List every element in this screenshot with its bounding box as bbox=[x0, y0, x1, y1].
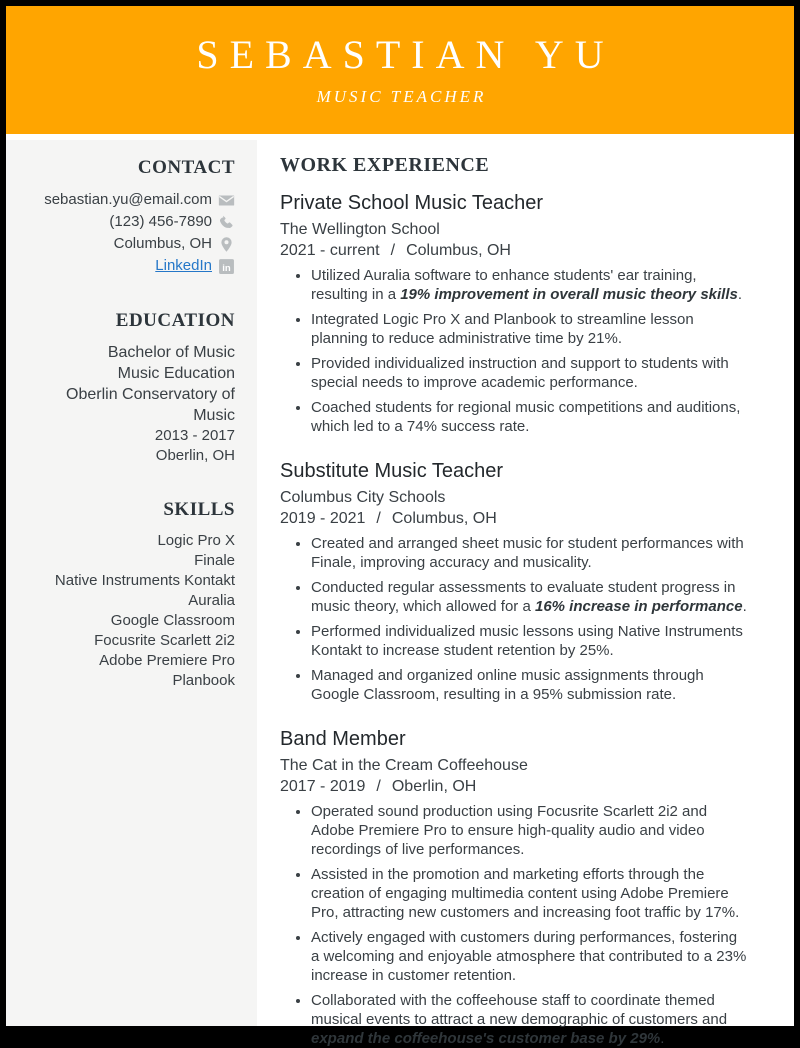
content-columns bbox=[6, 140, 794, 1047]
bullet-item: • Operated sound production using Focusrite Scarlett 2i2 and Adobe Premiere Pro to ensure high-quality audio and video recordings of live performances. bbox=[311, 802, 748, 859]
job-dates: 2019 - 2021 bbox=[280, 510, 366, 527]
contact-item bbox=[20, 189, 235, 211]
date-separator: / bbox=[376, 778, 381, 795]
jobs-list bbox=[280, 192, 748, 1048]
skill-item: Adobe Premiere Pro bbox=[99, 652, 235, 669]
job-entry bbox=[280, 192, 748, 436]
job-bullets bbox=[280, 802, 748, 1048]
bullet-item: • Assisted in the promotion and marketing efforts through the creation of engaging multimedia content using Adobe Premiere Pro, attracting new customers and increasing foot traffic by 17%. bbox=[311, 865, 748, 922]
job-title: Band Member bbox=[280, 728, 406, 750]
bullet-item: • Collaborated with the coffeehouse staff to coordinate themed musical events to attract a new demographic of customers and expand the coffeehouse's customer base by 29%. bbox=[311, 991, 748, 1048]
job-dateline bbox=[280, 508, 748, 529]
work-experience-column bbox=[257, 140, 794, 1047]
contact-heading: CONTACT bbox=[137, 157, 235, 178]
skill-item: Planbook bbox=[172, 672, 235, 689]
bullet-item: • Provided individualized instruction and support to students with special needs to improve academic performance. bbox=[311, 354, 748, 392]
job-bullets bbox=[280, 534, 748, 704]
education-line: Music Education bbox=[117, 365, 235, 382]
header-banner bbox=[6, 6, 794, 134]
education-dates: 2013 - 2017 bbox=[154, 427, 235, 444]
phone-icon bbox=[218, 214, 235, 231]
bullet-item: • Utilized Auralia software to enhance students' ear training, resulting in a 19% improvement in overall music theory skills. bbox=[311, 266, 748, 304]
education-line: Oberlin Conservatory of Music bbox=[66, 386, 235, 424]
bullet-item: • Conducted regular assessments to evaluate student progress in music theory, which allowed for a 16% increase in performance. bbox=[311, 578, 748, 616]
envelope-icon bbox=[218, 192, 235, 209]
job-bullets bbox=[280, 266, 748, 436]
bullet-item: • Created and arranged sheet music for student performances with Finale, improving accuracy and musicality. bbox=[311, 534, 748, 572]
linkedin-icon bbox=[218, 258, 235, 275]
skill-item: Focusrite Scarlett 2i2 bbox=[94, 632, 235, 649]
bullet-item: • Coached students for regional music competitions and auditions, which led to a 74% success rate. bbox=[311, 398, 748, 436]
resume-page bbox=[6, 6, 794, 1047]
job-dateline bbox=[280, 240, 748, 261]
contact-item bbox=[20, 255, 235, 277]
bullet-item: • Managed and organized online music assignments through Google Classroom, resulting in a 95% submission rate. bbox=[311, 666, 748, 704]
skills-heading: SKILLS bbox=[163, 499, 235, 520]
job-location: Columbus, OH bbox=[391, 510, 497, 527]
education-line: Bachelor of Music bbox=[107, 344, 235, 361]
job-company: The Wellington School bbox=[280, 221, 440, 238]
skills-list bbox=[20, 531, 235, 691]
job-entry bbox=[280, 728, 748, 1048]
skill-item: Finale bbox=[194, 552, 235, 569]
bullet-item: • Actively engaged with customers during performances, fostering a welcoming and enjoyable atmosphere that contributed to a 23% increase in customer retention. bbox=[311, 928, 748, 985]
contact-value[interactable]: LinkedIn bbox=[155, 257, 212, 274]
job-dates: 2021 - current bbox=[280, 242, 380, 259]
svg-text:in: in bbox=[222, 262, 231, 274]
skill-item: Auralia bbox=[188, 592, 235, 609]
job-location: Oberlin, OH bbox=[391, 778, 477, 795]
work-experience-heading: WORK EXPERIENCE bbox=[280, 154, 490, 176]
job-title: Substitute Music Teacher bbox=[280, 460, 504, 482]
job-entry bbox=[280, 460, 748, 704]
skill-item: Logic Pro X bbox=[157, 532, 235, 549]
job-dateline bbox=[280, 776, 748, 797]
job-title: Private School Music Teacher bbox=[280, 192, 544, 214]
contact-list bbox=[20, 189, 235, 277]
education-location: Oberlin, OH bbox=[155, 447, 235, 464]
bullet-item: • Performed individualized music lessons using Native Instruments Kontakt to increase student retention by 25%. bbox=[311, 622, 748, 660]
person-job-title: MUSIC TEACHER bbox=[316, 87, 487, 106]
education-section bbox=[20, 310, 235, 466]
job-company: Columbus City Schools bbox=[280, 489, 446, 506]
job-location: Columbus, OH bbox=[406, 242, 511, 259]
job-dates: 2017 - 2019 bbox=[280, 778, 366, 795]
education-degree-lines bbox=[20, 342, 235, 426]
contact-value: Columbus, OH bbox=[113, 235, 212, 252]
location-icon bbox=[218, 236, 235, 253]
date-separator: / bbox=[390, 242, 396, 259]
contact-item bbox=[20, 233, 235, 255]
bullet-item: • Integrated Logic Pro X and Planbook to streamline lesson planning to reduce administrative time by 21%. bbox=[311, 310, 748, 348]
skill-item: Google Classroom bbox=[110, 612, 235, 629]
contact-item bbox=[20, 211, 235, 233]
sidebar bbox=[6, 140, 257, 1026]
skill-item: Native Instruments Kontakt bbox=[54, 572, 235, 589]
education-heading: EDUCATION bbox=[115, 310, 235, 331]
skills-section bbox=[20, 499, 235, 691]
date-separator: / bbox=[376, 510, 381, 527]
contact-value: (123) 456-7890 bbox=[109, 213, 212, 230]
contact-section bbox=[20, 157, 235, 277]
person-name: SEBASTIAN YU bbox=[196, 32, 615, 77]
contact-value: sebastian.yu@email.com bbox=[44, 191, 212, 208]
job-company: The Cat in the Cream Coffeehouse bbox=[280, 757, 528, 774]
